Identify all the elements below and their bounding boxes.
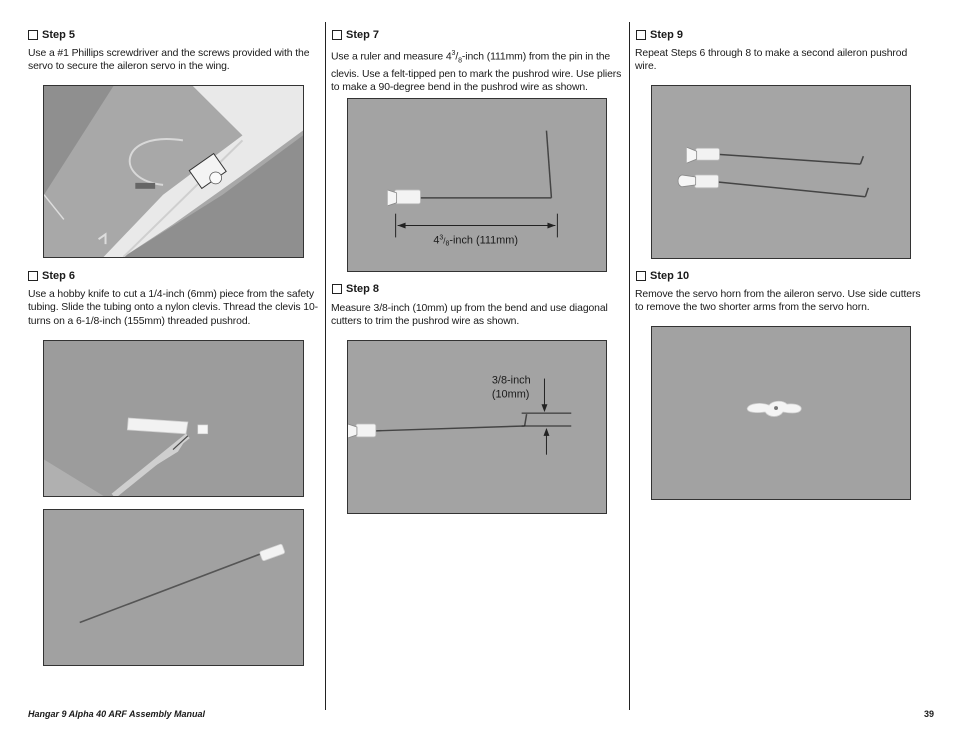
step-7-measure-sub: 8 [445,240,450,248]
step-8-title: Step 8 [346,283,380,295]
step-8-text: Measure 3/8-inch (10mm) up from the bend and use diagonal cutters to trim the pushrod wire as shown. [331,303,608,328]
step-7-measure-rest: -inch (111mm) [449,234,518,247]
column-divider-2 [629,22,630,710]
step-10-heading [636,270,689,282]
step-5-heading [28,29,75,41]
step-5-title: Step 5 [42,29,76,41]
footer-manual-title: Hangar 9 Alpha 40 ARF Assembly Manual [28,709,206,719]
step-6-checkbox[interactable] [28,271,38,281]
step-5-photo-wing-servo [43,85,304,258]
step-7-checkbox[interactable] [332,30,342,40]
step-7-title: Step 7 [346,29,380,41]
step-10-checkbox[interactable] [636,271,646,281]
step-8-photo-trim-wire [347,340,607,514]
step-7-text-fraction-denominator: 8 [458,57,462,65]
step-5-checkbox[interactable] [28,30,38,40]
step-9-photo-two-pushrods [651,85,911,259]
step-7-text [331,47,623,94]
step-8-heading [332,283,379,295]
step-8-annotation-line1: 3/8-inch [491,374,531,387]
step-10-text: Remove the servo horn from the aileron servo. Use side cutters to remove the two shorter arms from the servo horn. [635,289,921,314]
step-8-annotation-line2: (10mm) [491,388,530,401]
step-6-photo-cut-tubing [43,340,304,497]
column-divider-1 [325,22,326,710]
step-7-measure-slash: / [443,236,446,246]
step-10-title: Step 10 [650,270,690,282]
step-6-title: Step 6 [42,270,76,282]
step-9-checkbox[interactable] [636,30,646,40]
step-9-text: Repeat Steps 6 through 8 to make a second aileron pushrod wire. [635,48,908,73]
step-7-text-part-b: -inch (111mm) from the pin in the clevis. Use a felt-tipped pen to mark the pushrod wire. Use pliers to make a 90-degree bend in the pushrod wire as shown. [331,51,622,94]
step-7-text-fraction-numerator: 3 [451,50,456,57]
step-7-measure-whole: 4 [433,234,440,247]
step-8-checkbox[interactable] [332,284,342,294]
step-9-title: Step 9 [650,29,684,41]
step-6-text: Use a hobby knife to cut a 1/4-inch (6mm) piece from the safety tubing. Slide the tubing onto a nylon clevis. Thread the clevis 10-turns on a 6-1/8-inch (155mm) threaded pushrod. [28,289,319,327]
step-9-heading [636,29,683,41]
step-6-photo-clevis-pushrod [43,509,304,666]
step-10-photo-servo-horn [651,326,911,500]
step-6-heading [28,270,75,282]
step-7-text-fraction-slash: / [455,51,459,63]
step-7-measure-sup: 3 [439,234,444,242]
step-7-text-part-a: Use a ruler and measure 4 [331,51,452,63]
step-5-text: Use a #1 Phillips screwdriver and the screws provided with the servo to secure the aileron servo in the wing. [28,48,310,73]
step-7-heading [332,29,379,41]
page-number: 39 [924,709,935,719]
step-7-photo-measure-bend [347,98,607,272]
